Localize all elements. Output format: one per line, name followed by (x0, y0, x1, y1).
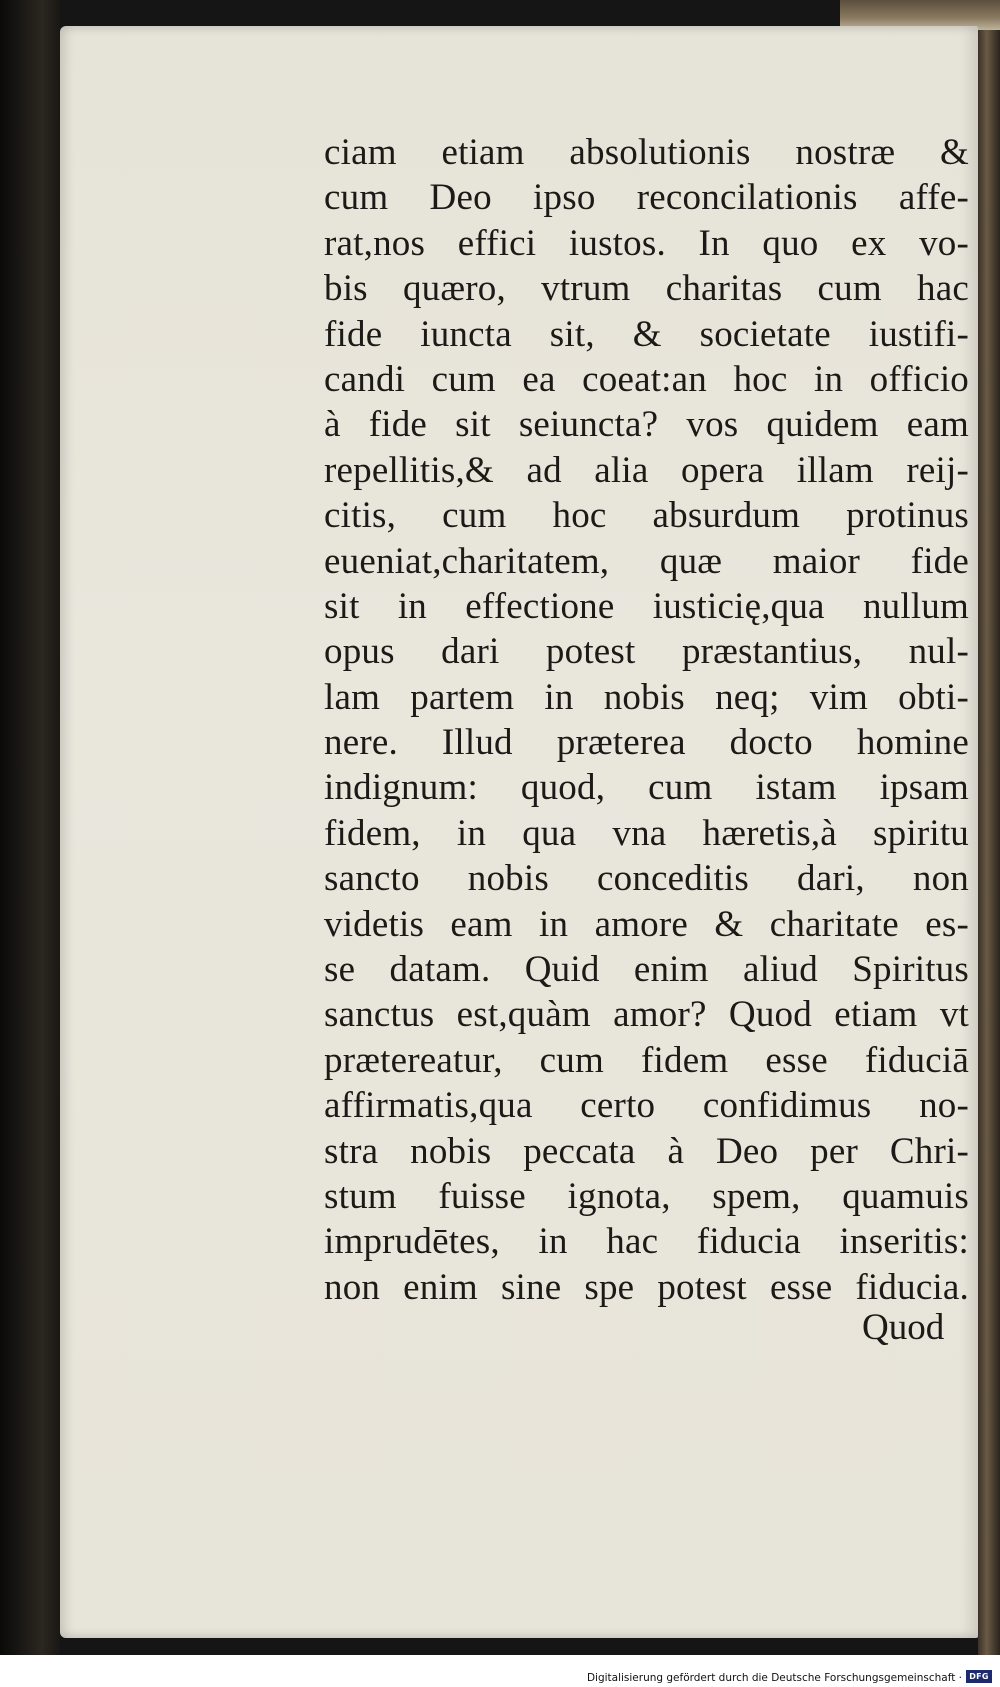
text-line: eueniat,charitatem, quæ maior fide (324, 540, 969, 582)
catchword: Quod (862, 1307, 945, 1348)
text-line: stra nobis peccata à Deo per Chri- (324, 1130, 969, 1172)
text-line: non enim sine spe potest esse fiducia. (324, 1266, 969, 1308)
text-line: bis quæro, vtrum charitas cum hac (324, 268, 969, 310)
text-line: imprudētes, in hac fiducia inseritis: (324, 1221, 969, 1263)
text-line: cum Deo ipso reconcilationis affe- (324, 177, 969, 219)
text-line: affirmatis,qua certo confidimus no- (324, 1085, 969, 1127)
text-line: nere. Illud præterea docto homine (324, 722, 969, 764)
dfg-logo: DFG (966, 1670, 992, 1683)
text-line: sancto nobis conceditis dari, non (324, 858, 969, 900)
funding-credit: Digitalisierung gefördert durch die Deutsche Forschungsgemeinschaft · (586, 1672, 962, 1684)
text-line: rat,nos effici iustos. In quo ex vo- (324, 222, 969, 264)
text-line: sanctus est,quàm amor? Quod etiam vt (324, 994, 969, 1036)
text-line: à fide sit seiuncta? vos quidem eam (324, 404, 969, 446)
text-line: ciam etiam absolutionis nostræ & (324, 132, 969, 173)
text-line: prætereatur, cum fidem esse fiduciā (324, 1039, 969, 1081)
text-line: citis, cum hoc absurdum protinus (324, 495, 969, 537)
text-line: sit in effectione iusticię,qua nullum (324, 585, 969, 627)
text-line: se datam. Quid enim aliud Spiritus (324, 949, 969, 991)
text-line: videtis eam in amore & charitate es- (324, 903, 969, 945)
book-right-edge (978, 0, 1000, 1655)
text-line: lam partem in nobis neq; vim obti- (324, 676, 969, 718)
text-line: opus dari potest præstantius, nul- (324, 631, 969, 673)
page-text (324, 130, 974, 1310)
book-left-edge (0, 0, 60, 1655)
text-line: candi cum ea coeat:an hoc in officio (324, 358, 969, 400)
text-line: fide iuncta sit, & societate iustifi- (324, 313, 969, 355)
text-line: stum fuisse ignota, spem, quamuis (324, 1175, 969, 1217)
text-line: repellitis,& ad alia opera illam reij- (324, 449, 969, 491)
text-line: indignum: quod, cum istam ipsam (324, 767, 969, 809)
text-line: fidem, in qua vna hæretis,à spiritu (324, 812, 969, 854)
